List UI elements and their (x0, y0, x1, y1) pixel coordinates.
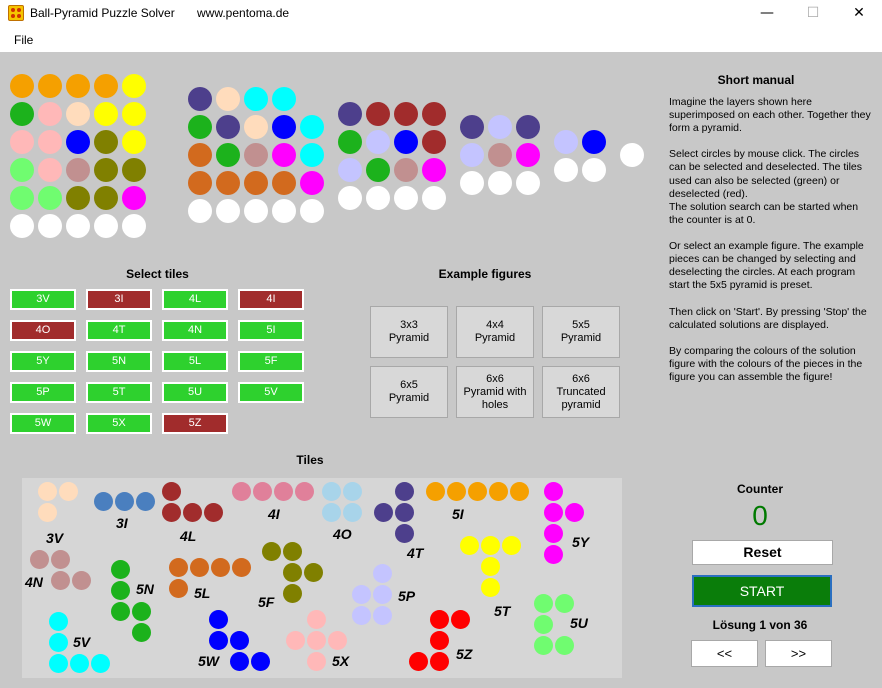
counter-value: 0 (752, 500, 768, 531)
manual-title: Short manual (717, 73, 795, 87)
tile-piece-circle (426, 482, 445, 501)
tile-piece-circle (544, 524, 563, 543)
layer-circle[interactable] (216, 143, 240, 167)
layer-circle[interactable] (216, 199, 240, 223)
layer-circle[interactable] (516, 115, 540, 139)
tile-label-5n: 5N (136, 581, 154, 597)
tile-toggle-5f[interactable]: 5F (238, 351, 304, 372)
tile-label-3i: 3I (116, 515, 128, 531)
tile-piece-circle (430, 631, 449, 650)
tile-piece-circle (510, 482, 529, 501)
tile-label-5z: 5Z (456, 646, 473, 662)
layer-circle[interactable] (10, 102, 34, 126)
layer-circle[interactable] (122, 158, 146, 182)
layer-circle[interactable] (300, 199, 324, 223)
layer-circle[interactable] (366, 158, 390, 182)
tile-label-5l: 5L (194, 585, 211, 601)
layer-circle[interactable] (244, 143, 268, 167)
tile-piece-circle (322, 482, 341, 501)
tile-toggle-5z[interactable]: 5Z (162, 413, 228, 434)
example-figure-button[interactable]: 6x6 Truncated pyramid (542, 366, 620, 418)
tile-piece-circle (395, 503, 414, 522)
tile-toggle-4l[interactable]: 4L (162, 289, 228, 310)
tile-piece-circle (409, 652, 428, 671)
tile-piece-circle (251, 652, 270, 671)
tile-label-5v: 5V (73, 634, 91, 650)
layer-circle[interactable] (338, 186, 362, 210)
tile-label-4t: 4T (407, 545, 424, 561)
layer-circle[interactable] (366, 130, 390, 154)
tile-piece-circle (447, 482, 466, 501)
layer-circle[interactable] (300, 171, 324, 195)
tile-piece-circle (111, 581, 130, 600)
tile-piece-circle (30, 550, 49, 569)
tile-piece-circle (555, 636, 574, 655)
tile-label-5u: 5U (570, 615, 588, 631)
tile-toggle-5w[interactable]: 5W (10, 413, 76, 434)
tile-toggle-5v[interactable]: 5V (238, 382, 304, 403)
tile-toggle-5y[interactable]: 5Y (10, 351, 76, 372)
layer-circle[interactable] (244, 171, 268, 195)
tile-piece-circle (169, 558, 188, 577)
layer-circle[interactable] (244, 87, 268, 111)
tile-piece-circle (49, 612, 68, 631)
layer-circle[interactable] (516, 143, 540, 167)
tile-label-4l: 4L (180, 528, 197, 544)
tile-piece-circle (304, 563, 323, 582)
tile-toggle-5p[interactable]: 5P (10, 382, 76, 403)
layer-circle[interactable] (422, 102, 446, 126)
tile-piece-circle (373, 564, 392, 583)
tile-piece-circle (307, 652, 326, 671)
layer-circle[interactable] (122, 130, 146, 154)
layer-circle[interactable] (66, 102, 90, 126)
tile-piece-circle (72, 571, 91, 590)
tile-piece-circle (38, 503, 57, 522)
layer-circle[interactable] (338, 102, 362, 126)
prev-solution-button[interactable]: << (691, 640, 758, 667)
tile-piece-circle (209, 610, 228, 629)
close-button[interactable]: ✕ (853, 5, 865, 21)
layer-circle[interactable] (460, 171, 484, 195)
layer-circle[interactable] (394, 130, 418, 154)
layer-circle[interactable] (394, 186, 418, 210)
tile-piece-circle (38, 482, 57, 501)
tile-piece-circle (111, 602, 130, 621)
tile-label-5w: 5W (198, 653, 219, 669)
layer-circle[interactable] (38, 74, 62, 98)
tile-piece-circle (328, 631, 347, 650)
layer-circle[interactable] (460, 143, 484, 167)
layer-circle[interactable] (216, 87, 240, 111)
tile-piece-circle (111, 560, 130, 579)
tile-toggle-5n[interactable]: 5N (86, 351, 152, 372)
layer-circle[interactable] (582, 158, 606, 182)
tile-piece-circle (460, 536, 479, 555)
select-tiles-title: Select tiles (126, 267, 189, 281)
tile-toggle-5t[interactable]: 5T (86, 382, 152, 403)
example-figure-button[interactable]: 4x4 Pyramid (456, 306, 534, 358)
tile-piece-circle (534, 615, 553, 634)
tile-piece-circle (307, 631, 326, 650)
tile-piece-circle (132, 602, 151, 621)
tile-piece-circle (136, 492, 155, 511)
counter-label: Counter (737, 482, 783, 496)
layer-circle[interactable] (582, 130, 606, 154)
tile-toggle-5i[interactable]: 5I (238, 320, 304, 341)
layer-circle[interactable] (422, 130, 446, 154)
start-button[interactable]: START (692, 575, 832, 607)
layer-circle[interactable] (366, 186, 390, 210)
tile-piece-circle (502, 536, 521, 555)
layer-circle[interactable] (94, 102, 118, 126)
example-figure-button[interactable]: 6x6 Pyramid with holes (456, 366, 534, 418)
layer-circle[interactable] (188, 143, 212, 167)
tile-piece-circle (211, 558, 230, 577)
tile-piece-circle (204, 503, 223, 522)
layer-circle[interactable] (554, 130, 578, 154)
tile-piece-circle (283, 542, 302, 561)
tile-label-4i: 4I (268, 506, 280, 522)
manual-text: Imagine the layers shown here superimposed on each other. Together they form a pyramid. Select circles by mouse click. The circles can be selected and deselected. The tiles used can also be selected (green) or deselected (red). The solution search can be started when the counter is at 0. Or select an example figure. The example pieces can be changed by selecting and deselecting the circles. At each program start the 5x5 pyramid is preset. Then click on 'Start'. By pressing 'Stop' the calculated solutions are displayed. By comparing the colours of the solution figure with the colours of the pieces in the figure you can assemble the figure! (669, 96, 871, 383)
layer-circle[interactable] (338, 158, 362, 182)
tile-piece-circle (481, 557, 500, 576)
tile-label-5f: 5F (258, 594, 275, 610)
tile-piece-circle (343, 482, 362, 501)
layer-circle[interactable] (216, 171, 240, 195)
tile-piece-circle (162, 503, 181, 522)
tile-piece-circle (534, 594, 553, 613)
layer-circle[interactable] (10, 186, 34, 210)
tile-toggle-3v[interactable]: 3V (10, 289, 76, 310)
tile-piece-circle (183, 503, 202, 522)
layer-circle[interactable] (122, 102, 146, 126)
layer-circle[interactable] (94, 214, 118, 238)
tiles-title: Tiles (296, 453, 324, 467)
tile-piece-circle (544, 482, 563, 501)
window-title: Ball-Pyramid Puzzle Solver (30, 6, 175, 20)
tile-piece-circle (481, 578, 500, 597)
layer-circle[interactable] (10, 158, 34, 182)
tile-piece-circle (283, 563, 302, 582)
tile-piece-circle (91, 654, 110, 673)
layer-circle[interactable] (66, 158, 90, 182)
tile-piece-circle (343, 503, 362, 522)
reset-button[interactable]: Reset (692, 540, 833, 565)
tile-piece-circle (283, 584, 302, 603)
layer-circle[interactable] (66, 130, 90, 154)
layer-circle[interactable] (38, 214, 62, 238)
tile-label-4o: 4O (333, 526, 352, 542)
layer-circle[interactable] (394, 158, 418, 182)
tile-piece-circle (115, 492, 134, 511)
tile-piece-circle (132, 623, 151, 642)
tile-piece-circle (51, 550, 70, 569)
example-figure-button[interactable]: 3x3 Pyramid (370, 306, 448, 358)
tile-piece-circle (373, 606, 392, 625)
menu-bar (0, 28, 882, 52)
tile-label-5y: 5Y (572, 534, 590, 550)
layer-circle[interactable] (272, 143, 296, 167)
layer-circle[interactable] (366, 102, 390, 126)
tile-piece-circle (169, 579, 188, 598)
tile-label-3v: 3V (46, 530, 64, 546)
tile-piece-circle (232, 482, 251, 501)
layer-circle[interactable] (488, 143, 512, 167)
tile-piece-circle (274, 482, 293, 501)
tile-toggle-3i[interactable]: 3I (86, 289, 152, 310)
tile-piece-circle (209, 631, 228, 650)
menu-file[interactable]: File (14, 33, 34, 47)
layer-circle[interactable] (10, 214, 34, 238)
tile-piece-circle (59, 482, 78, 501)
example-figure-button[interactable]: 6x5 Pyramid (370, 366, 448, 418)
layer-circle[interactable] (38, 158, 62, 182)
tile-piece-circle (352, 606, 371, 625)
layer-circle[interactable] (516, 171, 540, 195)
layer-circle[interactable] (10, 74, 34, 98)
layer-circle[interactable] (488, 115, 512, 139)
tile-piece-circle (295, 482, 314, 501)
maximize-button[interactable]: ☐ (806, 5, 820, 21)
tile-piece-circle (49, 654, 68, 673)
layer-circle[interactable] (272, 171, 296, 195)
layer-circle[interactable] (460, 115, 484, 139)
tile-piece-circle (322, 503, 341, 522)
layer-circle[interactable] (94, 74, 118, 98)
layer-circle[interactable] (94, 130, 118, 154)
tile-piece-circle (352, 585, 371, 604)
tile-piece-circle (555, 594, 574, 613)
layer-circle[interactable] (244, 115, 268, 139)
tile-label-5p: 5P (398, 588, 416, 604)
tile-piece-circle (286, 631, 305, 650)
next-solution-button[interactable]: >> (765, 640, 832, 667)
layer-circle[interactable] (272, 115, 296, 139)
layer-circle[interactable] (620, 143, 644, 167)
tile-piece-circle (544, 545, 563, 564)
tile-piece-circle (534, 636, 553, 655)
layer-circle[interactable] (216, 115, 240, 139)
tile-piece-circle (395, 524, 414, 543)
layer-circle[interactable] (38, 102, 62, 126)
layer-circle[interactable] (272, 199, 296, 223)
solution-label: Lösung 1 von 36 (712, 618, 808, 632)
layer-circle[interactable] (188, 115, 212, 139)
tile-piece-circle (253, 482, 272, 501)
layer-circle[interactable] (188, 87, 212, 111)
tile-toggle-4n[interactable]: 4N (162, 320, 228, 341)
tile-piece-circle (374, 503, 393, 522)
minimize-button[interactable]: — (760, 5, 774, 21)
layer-circle[interactable] (66, 74, 90, 98)
layer-circle[interactable] (66, 214, 90, 238)
layer-circle[interactable] (10, 130, 34, 154)
tile-piece-circle (190, 558, 209, 577)
tile-label-5t: 5T (494, 603, 511, 619)
layer-circle[interactable] (188, 199, 212, 223)
tile-label-5x: 5X (332, 653, 350, 669)
tile-piece-circle (232, 558, 251, 577)
tile-piece-circle (489, 482, 508, 501)
tile-piece-circle (430, 652, 449, 671)
tile-toggle-4t[interactable]: 4T (86, 320, 152, 341)
window-url: www.pentoma.de (197, 6, 290, 20)
tile-toggle-5u[interactable]: 5U (162, 382, 228, 403)
tile-piece-circle (395, 482, 414, 501)
tile-piece-circle (544, 503, 563, 522)
tile-piece-circle (307, 610, 326, 629)
layer-circle[interactable] (554, 158, 578, 182)
tile-piece-circle (230, 631, 249, 650)
layer-circle[interactable] (94, 158, 118, 182)
tile-piece-circle (94, 492, 113, 511)
layer-circle[interactable] (488, 171, 512, 195)
layer-circle[interactable] (122, 186, 146, 210)
layer-circle[interactable] (272, 87, 296, 111)
tile-piece-circle (468, 482, 487, 501)
app-icon (8, 5, 24, 21)
layer-circle[interactable] (122, 214, 146, 238)
tile-piece-circle (262, 542, 281, 561)
tile-piece-circle (162, 482, 181, 501)
layer-circle[interactable] (244, 199, 268, 223)
layer-circle[interactable] (338, 130, 362, 154)
tile-piece-circle (51, 571, 70, 590)
layer-circle[interactable] (66, 186, 90, 210)
tile-piece-circle (230, 652, 249, 671)
tile-toggle-5x[interactable]: 5X (86, 413, 152, 434)
tile-toggle-5l[interactable]: 5L (162, 351, 228, 372)
layer-circle[interactable] (122, 74, 146, 98)
tile-piece-circle (481, 536, 500, 555)
layer-circle[interactable] (300, 115, 324, 139)
tile-piece-circle (373, 585, 392, 604)
example-figures-title: Example figures (438, 267, 532, 281)
tile-label-4n: 4N (25, 574, 43, 590)
layer-circle[interactable] (300, 143, 324, 167)
layer-circle[interactable] (422, 186, 446, 210)
tile-piece-circle (430, 610, 449, 629)
layer-circle[interactable] (188, 171, 212, 195)
tile-toggle-4o[interactable]: 4O (10, 320, 76, 341)
tile-toggle-4i[interactable]: 4I (238, 289, 304, 310)
title-bar (0, 0, 882, 28)
layer-circle[interactable] (38, 186, 62, 210)
tile-piece-circle (70, 654, 89, 673)
tile-label-5i: 5I (452, 506, 464, 522)
example-figure-button[interactable]: 5x5 Pyramid (542, 306, 620, 358)
layer-circle[interactable] (94, 186, 118, 210)
tile-piece-circle (451, 610, 470, 629)
layer-circle[interactable] (422, 158, 446, 182)
tile-piece-circle (49, 633, 68, 652)
tiles-area (22, 478, 622, 678)
layer-circle[interactable] (38, 130, 62, 154)
tile-piece-circle (565, 503, 584, 522)
layer-circle[interactable] (394, 102, 418, 126)
